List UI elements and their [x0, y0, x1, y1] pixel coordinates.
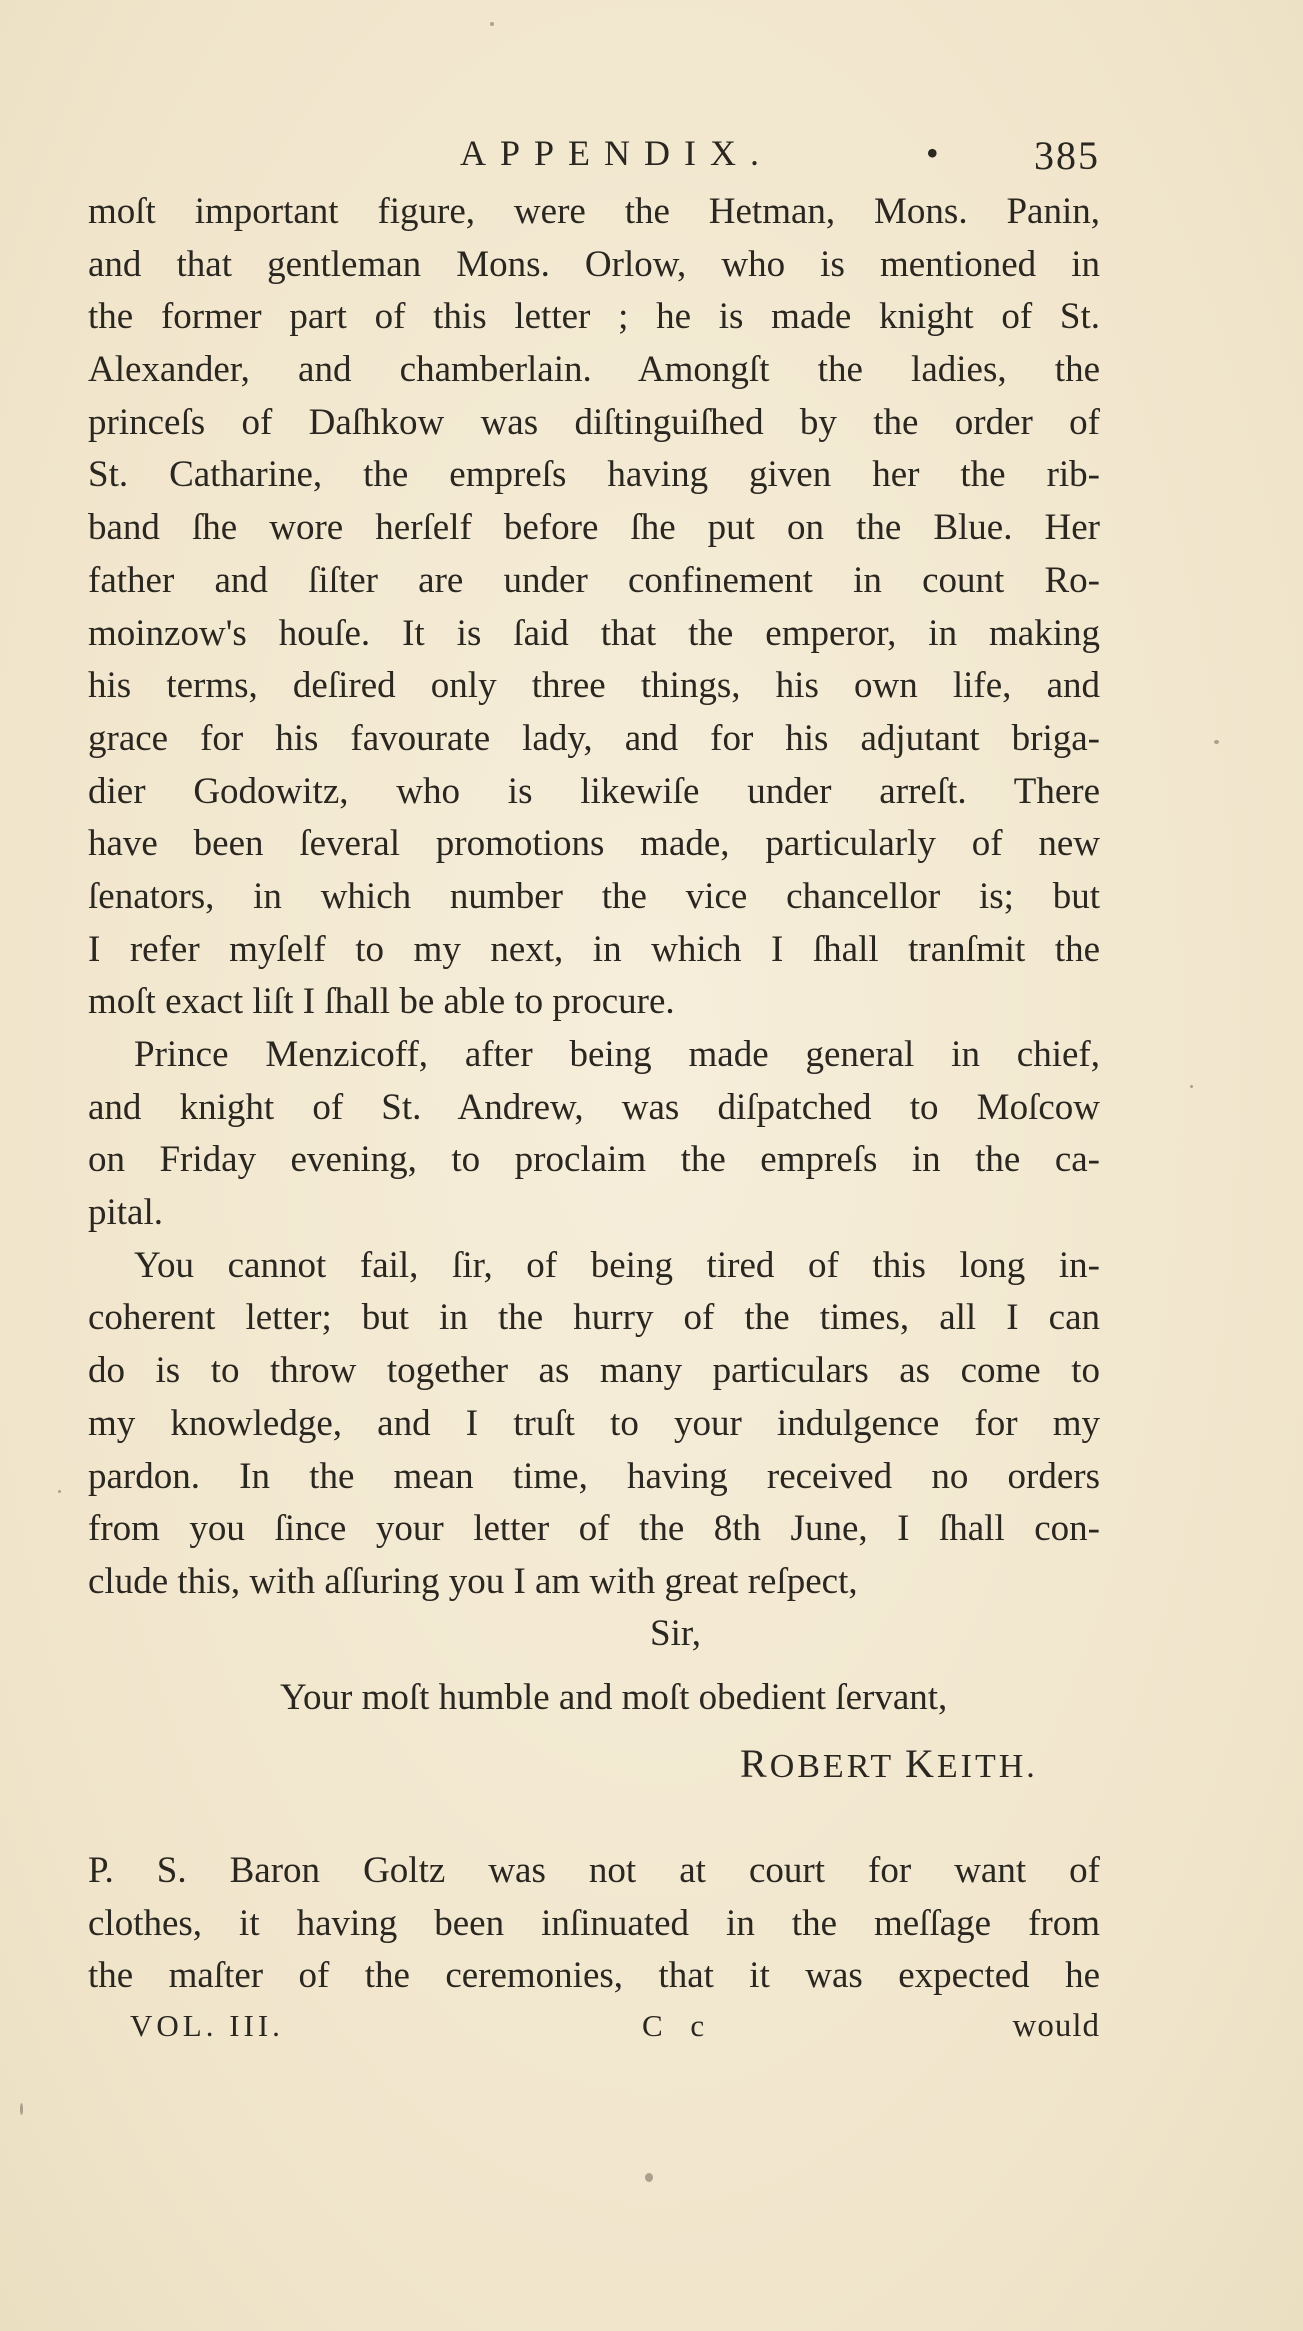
text-line: coherent letter; but in the hurry of the times, all I can	[88, 1297, 1100, 1339]
signature-initial: R	[740, 1741, 770, 1786]
ink-speck	[490, 22, 494, 26]
postscript-line: the maſter of the ceremonies, that it was expected he	[88, 1955, 1100, 1997]
text-line: my knowledge, and I truſt to your indulgence for my	[88, 1402, 1100, 1444]
ink-speck	[20, 2103, 23, 2115]
volume-mark: VOL. III.	[130, 2008, 284, 2043]
postscript	[88, 1845, 1100, 2003]
text-line: father and ſiſter are under confinement in count Ro-	[88, 559, 1100, 601]
text-line: I refer myſelf to my next, in which I ſhall tranſmit the	[88, 928, 1100, 970]
signature-text: OBERT	[769, 1748, 894, 1785]
text-line: pital.	[88, 1192, 164, 1234]
running-title: APPENDIX.	[460, 133, 774, 173]
postscript-line: clothes, it having been inſinuated in the meſſage from	[88, 1902, 1100, 1944]
text-line: dier Godowitz, who is likewiſe under arreſt. There	[88, 770, 1100, 812]
text-line: moinzow's houſe. It is ſaid that the emperor, in making	[88, 612, 1100, 654]
header-bullet: •	[926, 133, 939, 173]
paragraph-start-line: You cannot fail, ſir, of being tired of this long in-	[134, 1244, 1100, 1286]
signature-mark: C c	[642, 2008, 715, 2043]
text-line: have been ſeveral promotions made, particularly of new	[88, 823, 1100, 865]
text-line: his terms, deſired only three things, his own life, and	[88, 665, 1100, 707]
page-number: 385	[1034, 133, 1100, 178]
page-footer	[130, 2008, 1100, 2052]
ink-speck	[1214, 740, 1219, 744]
paragraph-start-line: Prince Menzicoff, after being made general in chief,	[134, 1034, 1100, 1075]
text-line: on Friday evening, to proclaim the empreſs in the ca-	[88, 1139, 1100, 1181]
text-line: grace for his favourate lady, and for his adjutant briga-	[88, 717, 1100, 759]
ink-speck	[645, 2173, 653, 2182]
valediction: Your moſt humble and moſt obedient ſervant,	[280, 1677, 948, 1718]
salutation: Sir,	[650, 1613, 701, 1654]
text-line: clude this, with aſſuring you I am with great reſpect,	[88, 1560, 858, 1602]
text-line: and knight of St. Andrew, was diſpatched to Moſcow	[88, 1086, 1100, 1128]
ink-speck	[58, 1490, 61, 1493]
ink-speck	[1190, 1085, 1193, 1088]
text-line: moſt exact liſt I ſhall be able to procure.	[88, 981, 675, 1023]
text-line: princeſs of Daſhkow was diſtinguiſhed by the order of	[88, 401, 1100, 443]
text-line: do is to throw together as many particulars as come to	[88, 1350, 1100, 1392]
letter-body	[88, 186, 1100, 1609]
text-line: moſt important figure, were the Hetman, Mons. Panin,	[88, 191, 1100, 232]
text-line: St. Catharine, the empreſs having given her the rib-	[88, 454, 1100, 496]
text-line: and that gentleman Mons. Orlow, who is mentioned in	[88, 243, 1100, 285]
signature-text: EITH.	[936, 1748, 1038, 1785]
catchword: would	[1012, 2008, 1100, 2044]
text-line: pardon. In the mean time, having received no orders	[88, 1455, 1100, 1497]
text-line: from you ſince your letter of the 8th June, I ſhall con-	[88, 1508, 1100, 1550]
text-line: Alexander, and chamberlain. Amongſt the ladies, the	[88, 349, 1100, 391]
postscript-line: P. S. Baron Goltz was not at court for want of	[88, 1850, 1100, 1891]
text-line: ſenators, in which number the vice chancellor is; but	[88, 875, 1100, 917]
page-header	[88, 132, 1100, 182]
signature-initial: K	[904, 1741, 937, 1786]
signature	[740, 1738, 1038, 1794]
text-line: band ſhe wore herſelf before ſhe put on the Blue. Her	[88, 507, 1100, 549]
text-line: the former part of this letter ; he is made knight of St.	[88, 296, 1100, 338]
